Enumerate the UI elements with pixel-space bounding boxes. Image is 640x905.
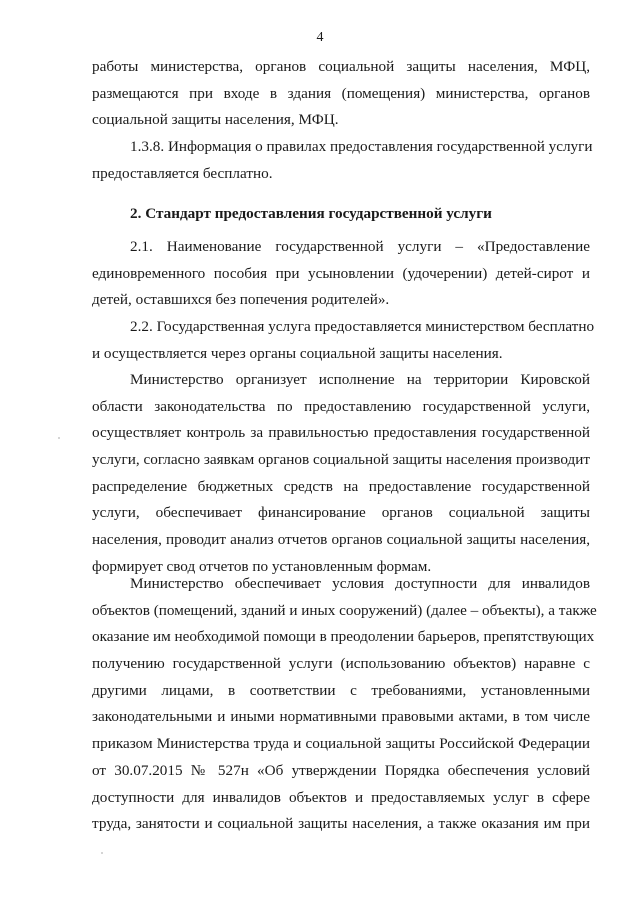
paragraph-2-1 <box>92 234 590 314</box>
text-line: услуги, обеспечивает финансирование органов социальной защиты <box>92 504 590 522</box>
paragraph-ministry-organizes <box>92 367 590 581</box>
scan-speck <box>58 437 60 439</box>
text-line: предоставляется бесплатно. <box>92 164 273 182</box>
text-line: Министерство организует исполнение на территории Кировской <box>130 371 590 388</box>
text-line: размещаются при входе в здания (помещения) министерства, органов <box>92 84 590 102</box>
text-line: получению государственной услуги (использованию объектов) наравне с <box>92 655 590 673</box>
text-line: осуществляет контроль за правильностью предоставления государственной <box>92 424 590 442</box>
paragraph-continuation <box>92 54 590 134</box>
page-number: 4 <box>316 30 324 45</box>
text-line: объектов (помещений, зданий и иных сооружений) (далее – объекты), а также <box>92 601 597 619</box>
paragraph-2-2 <box>92 314 595 367</box>
text-line: детей, оставшихся без попечения родителей». <box>92 291 390 309</box>
paragraph-ministry-ensures <box>92 571 597 838</box>
section-heading-block <box>92 201 590 228</box>
paragraph-1-3-8 <box>92 134 593 187</box>
text-line: другими лицами, в соответствии с требованиями, установленными <box>92 681 590 699</box>
text-line: оказание им необходимой помощи в преодолении барьеров, препятствующих <box>92 628 595 646</box>
text-line: труда, занятости и социальной защиты населения, а также оказания им при <box>92 815 590 833</box>
text-line: распределение бюджетных средств на предоставление государственной <box>92 477 590 495</box>
text-line: 2.1. Наименование государственной услуги – «Предоставление <box>130 238 590 255</box>
scan-speck <box>101 852 103 854</box>
text-line: доступности для инвалидов объектов и предоставляемых услуг в сфере <box>92 788 590 806</box>
text-line: населения, проводит анализ отчетов органов социальной защиты населения, <box>92 531 590 549</box>
text-line: услуги, согласно заявкам органов социальной защиты населения производит <box>92 451 590 469</box>
text-line: Министерство обеспечивает условия доступности для инвалидов <box>130 575 590 592</box>
text-line: приказом Министерства труда и социальной защиты Российской Федерации <box>92 735 590 753</box>
text-line: от 30.07.2015 № 527н «Об утверждении Порядка обеспечения условий <box>92 761 590 779</box>
text-line: единовременного пособия при усыновлении (удочерении) детей-сирот и <box>92 264 590 282</box>
text-line: формирует свод отчетов по установленным формам. <box>92 557 432 575</box>
text-line: 2.2. Государственная услуга предоставляется министерством бесплатно <box>130 318 595 335</box>
text-line: и осуществляется через органы социальной защиты населения. <box>92 344 503 362</box>
text-line: области законодательства по предоставлению государственной услуги, <box>92 397 590 415</box>
text-line: работы министерства, органов социальной защиты населения, МФЦ, <box>92 58 590 75</box>
text-line: 1.3.8. Информация о правилах предоставления государственной услуги <box>130 138 593 155</box>
text-line: законодательными и иными нормативными правовыми актами, в том числе <box>92 708 590 726</box>
text-line: социальной защиты населения, МФЦ. <box>92 111 339 129</box>
section-heading: 2. Стандарт предоставления государственной услуги <box>130 205 492 222</box>
